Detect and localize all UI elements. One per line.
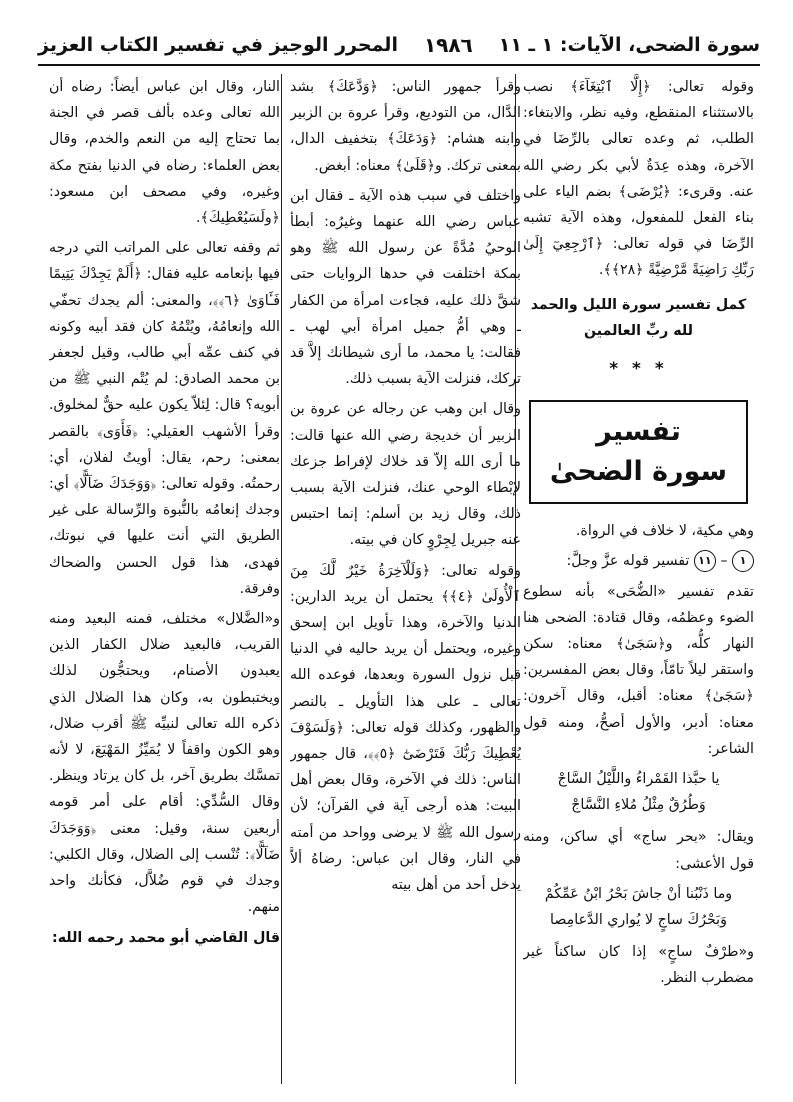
surah-title-line-1: تفسير	[596, 416, 681, 448]
paragraph: وقوله تعالى: ﴿إِلَّا ٱبْتِغَآءَ﴾ نصب بالاستثناء المنقطع، وفيه نظر، والابتغاء: الطلب، ثم وعده تعالى بالرِّضَا في الآخرة، وهذه عِدَةٌ لأبي بكر رضي الله عنه. وقرىء: ﴿يُرْضَى﴾ بضم الياء على بناء الفعل للمفعول، وهذه الآية تشبه الرِّضَا في قوله تعالى: ﴿ٱرْجِعِيٓ إِلَىٰ رَبِّكِ رَاضِيَةً مَّرْضِيَّةً ﴿٢٨﴾﴾.	[523, 79, 754, 279]
section-separator-stars: * * *	[609, 359, 668, 380]
poem-verse	[523, 881, 754, 933]
paragraph: وقوله تعالى: ﴿وَلَلْآخِرَةُ خَيْرٌ لَّكَ مِنَ ٱلْأُولَىٰ ﴿٤﴾﴾ يحتمل أن يريد الدارين: الدنيا والآخرة، وهذا تأويل ابن إسحق وغيره، ويحتمل أن يريد حاليه في الدنيا قبل نزول السورة وبعدها، فوعده الله تعالى ـ على هذا التأويل ـ بالنصر والظهور، وكذلك قوله تعالى: ﴿وَلَسَوْفَ يُعْطِيكَ رَبُّكَ فَتَرْضَىٰٓ ﴿٥﴾﴾، قال جمهور الناس: ذلك في الآخرة، وقال بعض أهل البيت: هذه أرجى آية في القرآن؛ لأن رسول الله ﷺ لا يرضى وواحد من أمته في النار، وقال ابن عباس: رضاهُ ألاَّ يدخل أحد من أهل بيته	[290, 562, 521, 894]
header-book-title: المحرر الوجيز في تفسير الكتاب العزيز	[38, 34, 398, 56]
header-page-number: ١٩٨٦	[423, 33, 473, 57]
verse-number-marker: ١	[732, 550, 754, 572]
page-header	[38, 28, 760, 62]
paragraph: ثم وقفه تعالى على المراتب التي درجه فيها بإنعامه عليه فقال: ﴿أَلَمْ يَجِدْكَ يَتِيمًا فَـَٔاوَىٰ ﴿٦﴾﴾، والمعنى: ألم يجدك تحفّي الله وإنعامُهُ، ويُتْمُهُ كان فقد أبيه وكونه في كنف عمِّه أبي طالب، وقيل لجعفر بن محمد الصادق: لم يُتْم النبي ﷺ من أبويه؟ قال: لِئلاّ يكون عليه حقٌّ لمخلوق. وقرأ الأشهب العقيلي: ﴿فَأَوَى﴾ بالقصر بمعنى: رحم، يقال: أويتُ لفلان، أي: رحمتُه. وقوله تعالى: ﴿وَوَجَدَكَ ضَآلًّا﴾ أي: وجدك إنعامُه بالنُّبوة والرِّسالة على غير الطريق التي أنت عليها في نبوتك، فهدى، هذا قول الحسن والضحاك وفرقة.	[49, 240, 280, 597]
paragraph: و«طرْفٌ ساجٍ» إذا كان ساكناً غير مضطرب النظر.	[523, 944, 754, 987]
header-rule	[38, 64, 760, 66]
paragraph: وقال ابن وهب عن رجاله عن عروة بن الزبير أن خديجة رضي الله عنها قالت: ما أرى الله إلاّ قد خلاك لإفراط جزعك لإبْطاء الوحي عنك، فنزلت الآية بسبب ذلك، وقال زيد بن أسلم: إنما احتبس عنه جبريل لِجِرْوٍ كان في بيته.	[290, 401, 521, 549]
verse-range-line: ١ – ١١ تفسير قوله عزَّ وجلَّ:	[523, 548, 754, 574]
surah-end-note: كمل تفسير سورة الليل والحمد لله ربِّ العالمين	[530, 296, 747, 339]
paragraph: النار، وقال ابن عباس أيضاً: رضاه أن الله تعالى وعده بألف قصر في الجنة بما تحتاج إليه من النعم والخدم، وقال بعض العلماء: رضاه في الدنيا بفتح مكة وغيره، وفي مصحف ابن مسعود: ﴿ولَسَيُعْطِيكَ﴾.	[49, 79, 280, 227]
column-left	[49, 74, 280, 1084]
paragraph: وقرأ جمهور الناس: ﴿وَدَّعَكَ﴾ بشد الدَّال، من التوديع، وقرأ عروة بن الزبير وابنه هشام: ﴿وَدَعَكَ﴾ بتخفيف الدال، بمعنى تركك. و﴿قَلَىٰ﴾ معناه: أبغض.	[290, 79, 521, 174]
poem-line: وَبَحْرُكَ ساجٍ لا يُواري الدَّعامِصا	[550, 912, 727, 929]
paragraph: وهي مكية، لا خلاف في الرواة.	[575, 523, 754, 540]
poem-verse	[523, 766, 754, 818]
paragraph: تقدم تفسير «الضُّحَى» بأنه سطوع الضوء وعظمُه، وقال قتادة: الضحى هنا النهار كلُّه، و﴿سَجَىٰ﴾ معناه: سكن واستقر ليلاً تامّاً، وقال بعض المفسرين: ﴿سَجَىٰ﴾ معناه: أقبل، وقال آخرون: معناه: أدبر، والأول أصحُّ، ومنه قول الشاعر:	[523, 583, 754, 757]
verse-number-marker: ١١	[694, 550, 716, 572]
header-surah-reference: سورة الضحى، الآيات: ١ ـ ١١	[498, 34, 760, 56]
column-divider-left	[281, 74, 282, 1084]
paragraph: واختلف في سبب هذه الآية ـ فقال ابن عباس رضي الله عنهما وغيرُه: أبطأ الوحيُ مُدَّةً عن رسول الله ﷺ وهو بمكة اختلفت في حدها الروايات حتى شقَّ ذلك عليه، فجاءت امرأة من الكفار ـ وهي أمُّ جميل امرأة أبي لهب ـ فقالت: يا محمد، ما أرى شيطانك إلاَّ قد تركك، فنزلت الآية بسبب ذلك.	[290, 187, 521, 388]
verse-intro-text: تفسير قوله عزَّ وجلَّ:	[566, 553, 690, 570]
column-right	[523, 74, 754, 1084]
surah-title-line-2: سورة الضحىٰ	[549, 456, 728, 488]
paragraph: و«الضَّلال» مختلف، فمنه البعيد ومنه القريب، فالبعيد ضلال الكفار الذين يعبدون الأصنام، ويحتجُّون لذلك ويختبطون به، وكان هذا الضلال الذي ذكره الله تعالى لنبيِّه ﷺ أقرب ضلال، وهو الكون واقفاً لا يُمَيِّزُ المَهْيَعَ، لا لأنه تمسَّك بطريق آخر، بل كان يرتاد وينظر. وقال السُّدِّي: أقام على أمر قومه أربعين سنة، وقيل: معنى ﴿وَوَجَدَكَ ضَآلًّا﴾: تُنْسب إلى الضلال، وقال الكلبي: وجدك في قوم ضُلاَّل، فكأنك واحد منهم.	[49, 611, 280, 916]
poem-line: وما ذَنْبُنا أنْ جاشَ بَحْرُ ابْنُ عَمِّكُمْ	[544, 885, 733, 902]
poem-line: وَطُرُقٌ مِثْلُ مُلاءِ النَّسَّاجْ	[571, 797, 706, 814]
paragraph: ويقال: «بحر ساج» أي ساكن، ومنه قول الأعشى:	[523, 829, 754, 872]
surah-title-box	[529, 400, 748, 504]
author-note: قال القاضي أبو محمد رحمه الله:	[52, 929, 280, 946]
column-middle	[290, 74, 521, 1084]
poem-line: يا حبَّذا القَمْراءُ واللَّيْلُ السَّاجْ	[557, 771, 720, 788]
